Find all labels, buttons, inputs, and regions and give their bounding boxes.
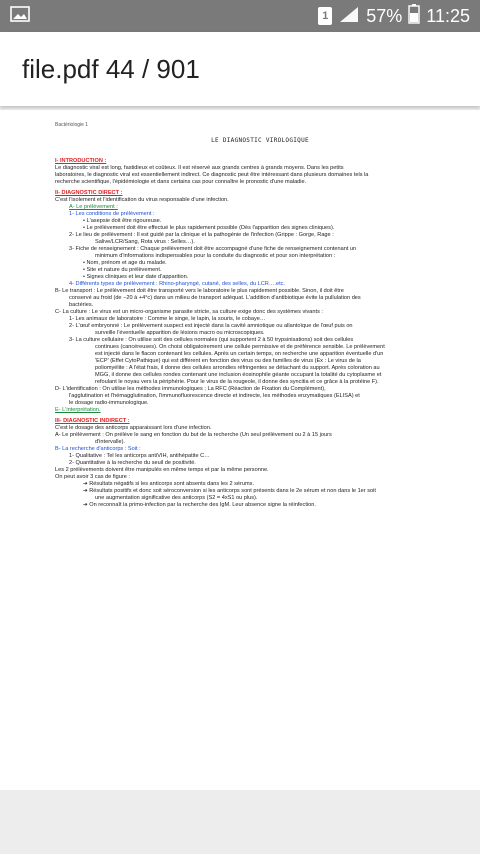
status-bar	[0, 0, 480, 32]
doc-line: 2- Quantitative à la recherche du seuil de positivité.	[69, 460, 196, 466]
doc-line: poliomyélite : A l'état frais, il donne des cellules arrondies réfringentes se détachant du support. Après coloration au	[95, 365, 380, 371]
doc-line: conservé au froid (de −20 à +4°c) dans un milieu de transport adéquat. L'addition d'antibiotique évite la pullulation des	[69, 295, 361, 301]
doc-line: MGG, il donne des cellules rondes contenant une inclusion éosinophile géante occupant la totalité du cytoplasme et	[95, 372, 382, 378]
pdf-viewer[interactable]	[0, 106, 480, 854]
doc-line: une augmentation significative des anticorps (S2 = 4xS1 ou plus).	[95, 495, 258, 501]
doc-line: 2- L'œuf embryonné : Le prélèvement suspect est injecté dans la cavité amniotique ou allantoïque de l'œuf puis on	[69, 323, 353, 329]
document-title: file.pdf 44 / 901	[22, 53, 200, 84]
doc-line: est injecté dans le flacon contenant les cellules. Après un certain temps, on recherche une apparition éventuelle d'un	[95, 351, 384, 357]
doc-line: 2- Le lieu de prélèvement : Il est guidé par la clinique et la pathogénie de l'infection (Grippe : Gorge, Rage :	[69, 232, 334, 238]
doc-line: C'est le dosage des anticorps apparaissant lors d'une infection.	[55, 425, 212, 431]
sim-number: 1	[322, 10, 329, 22]
section-heading: II- DIAGNOSTIC DIRECT :	[55, 190, 123, 196]
doc-line: 1- Qualitative : Tel les anticorps antiVIH, antihépatite C…	[69, 453, 210, 459]
doc-line: ➔ Résultats positifs et donc soit séroconversion si les anticorps sont présents dans le 2e sérum et non dans le 1er soit	[83, 488, 376, 494]
pdf-page[interactable]	[0, 110, 480, 790]
doc-line: • Signes cliniques et leur date d'apparition.	[83, 274, 189, 280]
doc-line: • Nom, prénom et age du malade.	[83, 260, 167, 266]
clock: 11:25	[426, 5, 470, 26]
doc-line: laboratoires, le diagnostic viral est essentiellement indirect. Ce diagnostic peut être intéressant dans plusieurs domaines tels la	[55, 172, 369, 178]
sim-icon	[318, 7, 332, 25]
doc-line: ➔ On reconnaît la primo-infection par la recherche des IgM. Leur absence signe la réinfection.	[83, 502, 316, 508]
doc-line: 1- Les animaux de laboratoire : Comme le singe, le lapin, la souris, le cobaye…	[69, 316, 266, 322]
document-content	[55, 122, 465, 509]
doc-line: 3- Fiche de renseignement : Chaque prélèvement doit être accompagné d'une fiche de renseignement contenant un	[69, 246, 357, 252]
doc-line: • L'asepsie doit être rigoureuse.	[83, 218, 162, 224]
doc-line: bactéries.	[69, 302, 94, 308]
doc-line: C- La culture : Le virus est un micro-organisme parasite stricte, sa culture exige donc des systèmes vivants :	[55, 309, 323, 315]
battery-icon	[408, 4, 420, 29]
doc-line: surveille l'éventuelle apparition de lésions macro ou microscopiques.	[95, 330, 265, 336]
doc-line: 3- La culture cellulaire : On utilise soit des cellules normales (qui supportent 2 à 50 trypsinisations) soit des cellules	[69, 337, 354, 343]
doc-line: d'intervalle).	[95, 439, 125, 445]
doc-line: l'agglutination et l'hémagglutination, l'immunofluorescence directe et indirecte, les méthodes enzymatiques (ELISA) et	[69, 393, 360, 399]
doc-line: On peut avoir 3 cas de figure :	[55, 474, 130, 480]
doc-line: • Le prélèvement doit être effectué le plus rapidement possible (Dès l'apparition des signes cliniques).	[83, 225, 335, 231]
battery-percent: 57%	[366, 5, 403, 26]
doc-line: 4- Différents types de prélèvement : Rhino-pharyngé, cutané, des selles, du LCR….etc.	[69, 281, 285, 287]
doc-line: C'est l'isolement et l'identification du virus responsable d'une infection.	[55, 197, 229, 203]
subsection-heading: A- Le prélèvement :	[69, 204, 118, 210]
doc-line: ➔ Résultats négatifs si les anticorps sont absents dans les 2 sérums.	[83, 481, 255, 487]
doc-line: D- L'identification : On utilise les méthodes immunologiques ; La RFC (Réaction de Fixation du Complément),	[55, 386, 326, 392]
section-heading: III- DIAGNOSTIC INDIRECT :	[55, 418, 130, 424]
doc-line: Le diagnostic viral est long, fastidieux et coûteux. Il est réservé aux grands centres à grands moyens. Dans les petits	[55, 165, 344, 171]
doc-line: Salive/LCR/Sang, Rota virus : Selles…).	[95, 239, 195, 245]
section-heading: I- INTRODUCTION :	[55, 158, 107, 164]
signal-icon	[338, 5, 360, 28]
doc-line: B- Le transport : Le prélèvement doit être transporté vers le laboratoire le plus rapidement possible. Sinon, il doit être	[55, 288, 344, 294]
doc-line: minimum d'informations indispensables pour la conduite du diagnostic et pour son interprétation :	[95, 253, 336, 259]
doc-header: Bactériologie 1	[55, 122, 89, 128]
doc-title: LE DIAGNOSTIC VIROLOGIQUE	[211, 137, 309, 144]
doc-line: recherche scientifique, l'épidémiologie et dans certains cas pour connaître le pronostic d'une maladie.	[55, 179, 307, 185]
doc-line: continues (cancéreuses). On choisi obligatoirement une cellule permissive et de préférence sensible. Le prélèvement	[95, 344, 385, 350]
doc-line: A- Le prélèvement : On prélève le sang en fonction du but de la recherche (Un seul prélèvement ou 2 à 15 jours	[55, 432, 332, 438]
image-icon	[10, 6, 30, 27]
doc-line: E- L'interprétation.	[55, 407, 101, 413]
doc-line: le dosage radio-immunologique.	[69, 400, 149, 406]
doc-line: Les 2 prélèvements doivent être manipulés en même temps et par la même personne.	[55, 467, 269, 473]
doc-line: • Site et nature du prélèvement.	[83, 267, 162, 273]
app-bar	[0, 32, 480, 106]
doc-line: B- La recherche d'anticorps : Soit :	[55, 446, 141, 452]
doc-line: refoulant le noyau vers la périphérie. Pour le virus de la rougeole, il donne des syncitia et ce grâce à la protéine F).	[95, 379, 379, 385]
doc-line: 'ECP' (Effet CytoPathique) qui est différent en fonction des virus ou des familles de virus (Ex : Le virus de la	[95, 358, 361, 364]
doc-line: 1- Les conditions de prélèvement :	[69, 211, 155, 217]
